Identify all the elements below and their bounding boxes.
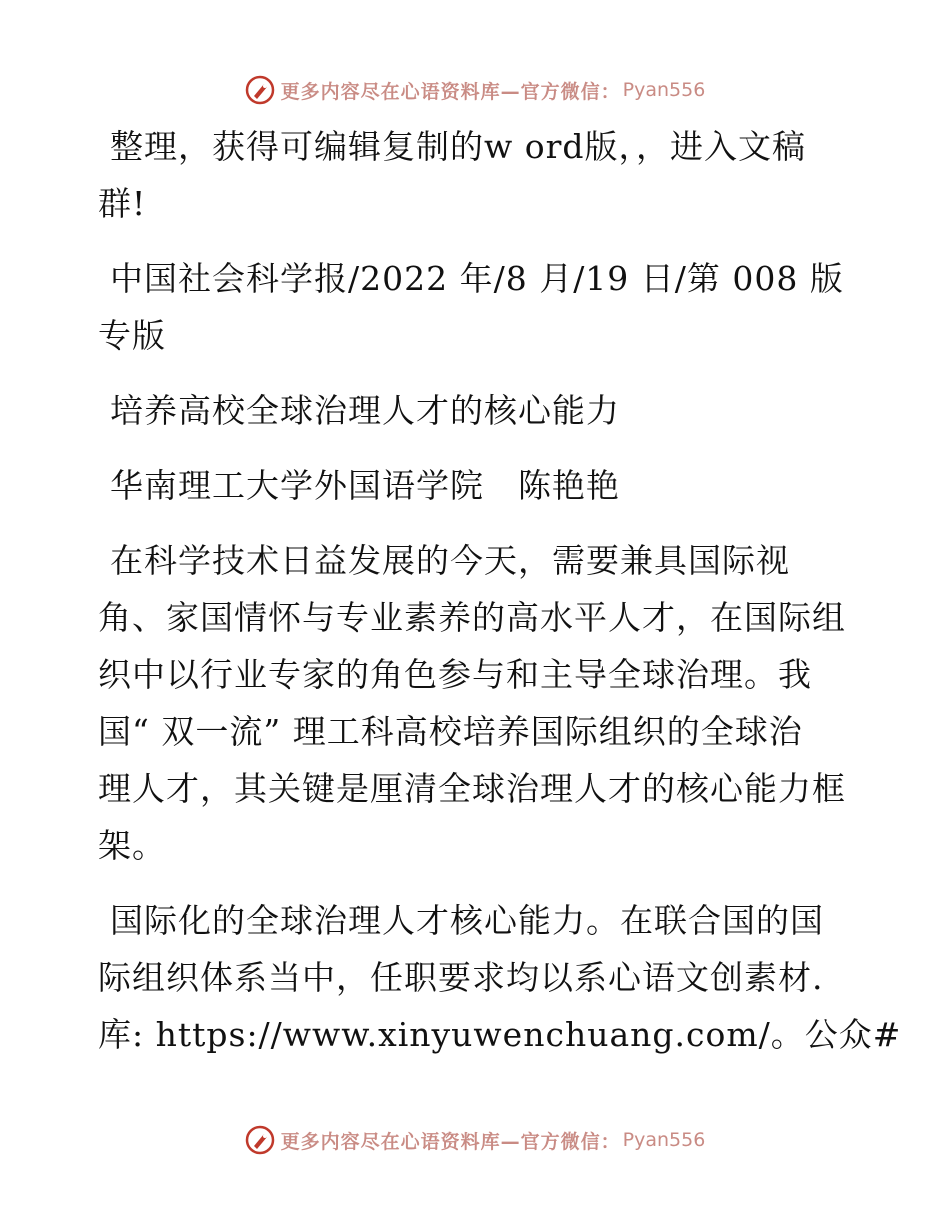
header-watermark-banner: [0, 70, 950, 110]
pen-nib-logo-icon: [245, 1125, 275, 1155]
watermark-contact: Pyan556: [622, 1129, 706, 1151]
watermark-text: 更多内容尽在心语资料库—官方微信：: [280, 80, 621, 103]
body-paragraph-2: [98, 892, 902, 1063]
text-line: 织中以行业专家的角色参与和主导全球治理。我: [98, 655, 812, 694]
body-paragraph-1: [98, 532, 858, 874]
text-line: 中国社会科学报/2022 年/8 月/19 日/第 008 版: [110, 259, 844, 298]
text-line: 整理，获得可编辑复制的w ord版，，进入文稿: [110, 127, 807, 166]
intro-paragraph: [98, 118, 858, 232]
text-line: 际组织体系当中，任职要求均以系心语文创素材.: [98, 958, 824, 997]
text-line: 群!: [98, 184, 147, 223]
text-line: 专版: [98, 316, 166, 355]
text-line: 国“ 双一流” 理工科高校培养国际组织的全球治: [98, 712, 803, 751]
article-author: [98, 457, 858, 514]
footer-watermark-banner: [0, 1120, 950, 1160]
text-line: 架。: [98, 826, 166, 865]
text-line: 理人才，其关键是厘清全球治理人才的核心能力框: [98, 769, 846, 808]
text-line: 库: https://www.xinyuwenchuang.com/。公众#: [98, 1015, 902, 1054]
article-title: [98, 382, 858, 439]
text-line: 在科学技术日益发展的今天，需要兼具国际视: [110, 541, 790, 580]
source-line: [98, 250, 858, 364]
document-body: [98, 118, 902, 1081]
watermark-contact: Pyan556: [622, 79, 706, 101]
title-text: 培养高校全球治理人才的核心能力: [110, 391, 620, 430]
text-line: 角、家国情怀与专业素养的高水平人才，在国际组: [98, 598, 846, 637]
text-line: 国际化的全球治理人才核心能力。在联合国的国: [110, 901, 824, 940]
pen-nib-logo-icon: [245, 75, 275, 105]
author-text: 华南理工大学外国语学院 陈艳艳: [110, 466, 620, 505]
watermark-text: 更多内容尽在心语资料库—官方微信：: [280, 1130, 621, 1153]
